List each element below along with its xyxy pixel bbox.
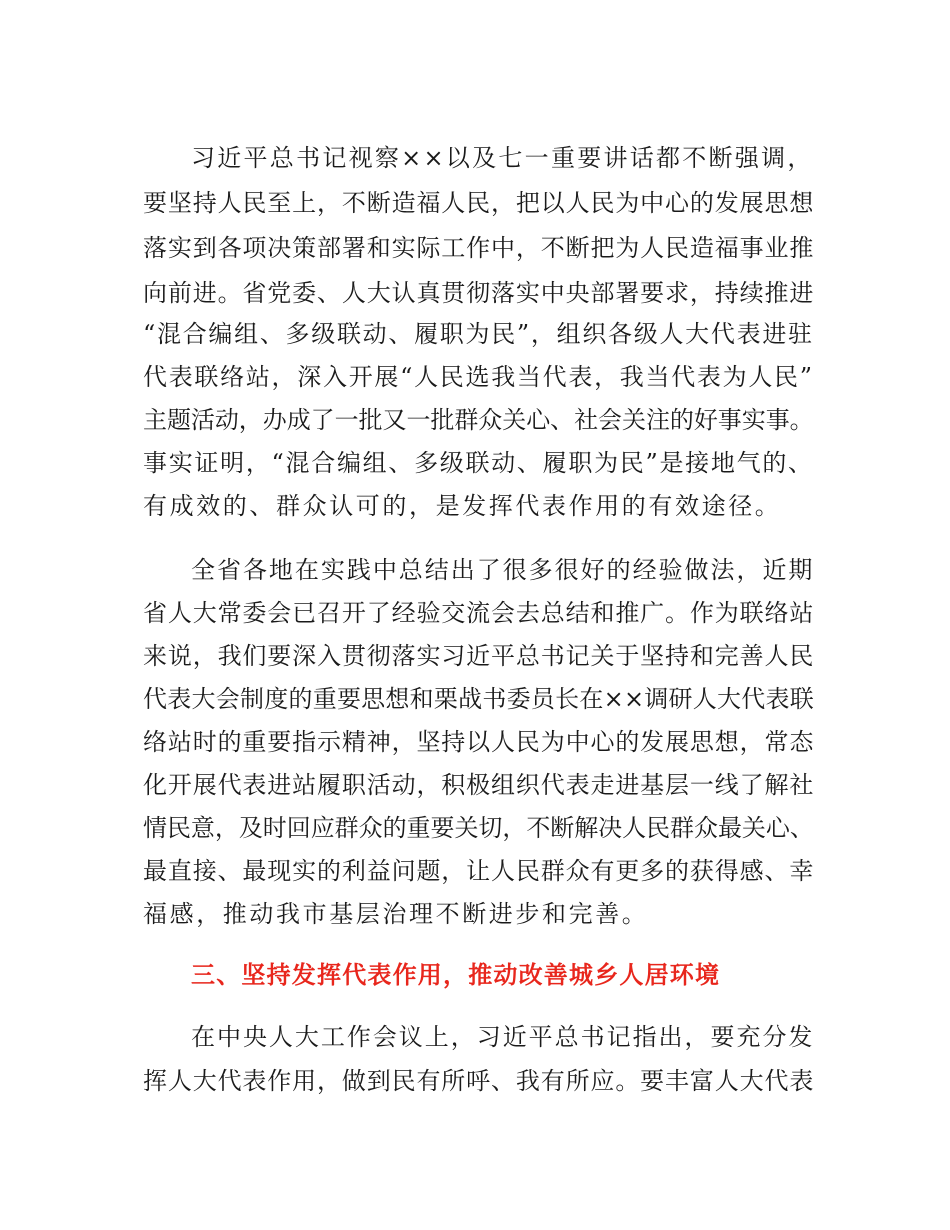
paragraph-3-line-2: 挥人大代表作用，做到民有所呼、我有所应。要丰富人大代表 <box>143 1067 815 1095</box>
paragraph-2-line-3: 来说，我们要深入贯彻落实习近平总书记关于坚持和完善人民 <box>143 642 815 670</box>
paragraph-1-line-9: 有成效的、群众认可的，是发挥代表作用的有效途径。 <box>143 492 782 520</box>
paragraph-1-line-2: 要坚持人民至上，不断造福人民，把以人民为中心的发展思想 <box>143 189 815 217</box>
paragraph-1-line-6: 代表联络站，深入开展“人民选我当代表，我当代表为人民” <box>143 363 814 391</box>
paragraph-2-line-8: 最直接、最现实的利益问题，让人民群众有更多的获得感、幸 <box>143 857 815 885</box>
section-heading: 三、坚持发挥代表作用，推动改善城乡人居环境 <box>191 961 721 989</box>
paragraph-1-line-8: 事实证明，“混合编组、多级联动、履职为民”是接地气的、 <box>143 449 814 477</box>
paragraph-2-line-2: 省人大常委会已召开了经验交流会去总结和推广。作为联络站 <box>143 599 815 627</box>
paragraph-2-line-4: 代表大会制度的重要思想和栗战书委员长在××调研人大代表联 <box>143 685 815 713</box>
paragraph-2-line-6: 化开展代表进站履职活动，积极组织代表走进基层一线了解社 <box>143 771 815 799</box>
paragraph-1-line-3: 落实到各项决策部署和实际工作中，不断把为人民造福事业推 <box>143 234 815 262</box>
paragraph-1-line-5: “混合编组、多级联动、履职为民”，组织各级人大代表进驻 <box>143 320 814 348</box>
paragraph-1-line-1: 习近平总书记视察××以及七一重要讲话都不断强调， <box>191 144 814 172</box>
paragraph-2-line-5: 络站时的重要指示精神，坚持以人民为中心的发展思想，常态 <box>143 728 815 756</box>
paragraph-3-line-1: 在中央人大工作会议上，习近平总书记指出，要充分发 <box>191 1023 815 1051</box>
paragraph-2-line-9: 福感，推动我市基层治理不断进步和完善。 <box>143 900 649 928</box>
paragraph-2-line-7: 情民意，及时回应群众的重要关切，不断解决人民群众最关心、 <box>143 814 814 842</box>
paragraph-1-line-4: 向前进。省党委、人大认真贯彻落实中央部署要求，持续推进 <box>143 279 815 307</box>
paragraph-2-line-1: 全省各地在实践中总结出了很多很好的经验做法，近期 <box>191 556 815 584</box>
paragraph-1-line-7: 主题活动，办成了一批又一批群众关心、社会关注的好事实事。 <box>143 406 814 434</box>
